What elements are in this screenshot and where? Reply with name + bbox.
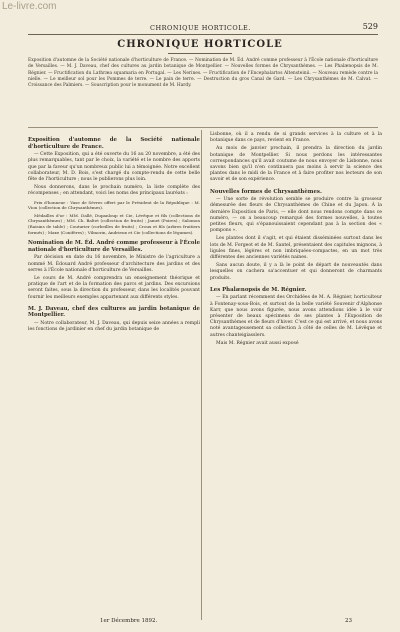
page-number: 529 xyxy=(362,22,378,31)
footer-date: 1er Décembre 1892. xyxy=(100,618,158,624)
paragraph: Le cours de M. André comprendra un enseignement théorique et pratique de l'art et de la formation des parcs et jardins. Des excursions seront faites, sous la direction du professeur, dans les localités pouvant fournir les meilleurs exemples appartenant aux différents styles. xyxy=(28,275,200,300)
article-title: CHRONIQUE HORTICOLE xyxy=(117,39,283,50)
paragraph: Lisbonne, où il a rendu de si grands services à la culture et à la botanique dans ce pays, revient en France. xyxy=(210,132,382,144)
paragraph: Au mois de janvier prochain, il prendra la direction du jardin botanique de Montpellier. Si nous perdons les intéressantes correspondances qu'il avait coutume de nous envoyer de Lisbonne, nous savons bien qu'il n'en continuera pas moins à servir la science des plantes dans le midi de la France et à faire profiter nos lecteurs de son savoir et de son expérience. xyxy=(210,146,382,183)
running-head: CHRONIQUE HORTICOLE. xyxy=(150,24,251,32)
award-paragraph: Prix d'honneur : Vase de Sèvres offert par le Président de la République : M. Vion (collection de Chrysanthèmes). xyxy=(28,199,200,211)
summary-separator xyxy=(28,127,378,128)
paragraph: — Cette Exposition, qui a été ouverte du 16 au 20 novembre, a été des plus remarquables, tant par le choix, la variété et le nombre des apports que par la faveur qu'un nombreux public lui a témoignée. Notre excellent collaborateur, M. D. Bois, s'est chargé du compte-rendu de cette belle fête de l'horticulture ; nous le publierons plus loin. xyxy=(28,152,200,182)
right-column xyxy=(210,132,382,349)
section-heading: Exposition d'automne de la Société nationale d'horticulture de France. xyxy=(28,137,200,150)
paragraph: — Notre collaborateur, M. J. Daveau, qui depuis seize années a rempli les fonctions de jardinier en chef du jardin botanique de xyxy=(28,320,200,333)
paragraph: Sans aucun doute, il y a là le point de départ de nouveautés dans lesquelles on cachera sa'accentuer et qui donneront de charmants produits. xyxy=(210,263,382,281)
paragraph: Mais M. Régnier avait aussi exposé xyxy=(216,340,299,346)
section-heading: Nomination de M. Éd. André comme professeur à l'École nationale d'horticulture de Versailles. xyxy=(28,240,200,253)
section-heading: Les Phalænopsis de M. Régnier. xyxy=(210,286,307,293)
article-summary: Exposition d'automne de la Société nationale d'horticulture de France. — Nomination de M. Éd. André comme professeur à l'École nationale d'horticulture de Versailles. — M. J. Daveau, chef des cultures au jardin botanique de Montpellier. — Nouvelles formes de Chrysanthèmes. — Les Phalænopsis de M. Régnier. — Fructification du Lathræa squamaria en Portugal. — Les Nerines. — Fructification de l'Encephalartos Altensteinii. — Nouveau remède contre la nielle. — Le meilleur sol pour les Pommes de terre. — Le pain de terre. — Destruction du gros Canal de Gard. — Les Chrysanthèmes de M. Calvat. — Croissance des Palmiers. — Souscription pour le monument de M. Hardy. xyxy=(28,58,378,89)
award-paragraph: Médailles d'or : MM. Dallé, Dupanloup et Cie, Lévêque et fils (collections de Chrysanthèmes) ; MM. Ch. Baltet (collection de fruits) ; Jamet (Poires) ; Salomon (Raisins de table) ; Couturier (corbeilles de fruits) ; Croux et fils (arbres fruitiers formés) ; Maxe (Conifères) ; Vilmorin, Andrieux et Cie (collections de légumes). xyxy=(28,212,200,235)
section-heading: Nouvelles formes de Chrysanthèmes. xyxy=(210,188,322,195)
paragraph: Les plantes dont il s'agit, et qui étaient disséminées surtout dans les lots de M. Forgeot et de M. Santel, présentaient des capitules mignons, à ligules fines, légères et non imbriquées-compactes, en un mot très différentes des anciennes variétés naines. xyxy=(210,236,382,261)
header-rule xyxy=(28,34,378,35)
footer-sheet-number: 23 xyxy=(345,618,352,624)
watermark: Le-livre.com xyxy=(2,1,57,12)
paragraph: — En parlant récemment des Orchidées de M. A. Régnier, horticulteur à Fontenay-sous-Bois, et surtout de la belle variété Souvenir d'Alphonse Karr, que nous avons figurée, nous avons attendions idée à le voir présenter de beaux spécimens de ses plantes à l'Exposition de Chrysanthèmes et de fleurs d'hiver. C'est ce qui est arrivé, et nous avons noté avantageusement sa collection à côté de celles de M. Lévêque et autres chanteigiasslers. xyxy=(210,295,382,338)
section-heading: M. J. Daveau, chef des cultures au jardin botanique de Montpellier. xyxy=(28,305,200,319)
left-column xyxy=(28,132,200,335)
title-rule xyxy=(168,53,232,54)
paragraph: — Une sorte de révolution semble se produire contre la grosseur démesurée des fleurs de Chrysanthèmes de Chine et du Japon. À la dernière Exposition de Paris, — elle dont nous rendons compte dans ce numéro, — on a beaucoup remarqué des formes nouvelles, à toutes petites fleurs, qui s'épanouissaient cependant pas à la section des « pompons ». xyxy=(210,197,382,234)
column-divider xyxy=(201,130,202,620)
paragraph: Nous donnerons, dans le prochain numéro, la liste complète des récompenses ; en attendant, voici les noms des principaux lauréats : xyxy=(28,185,200,197)
paragraph: Par décision en date du 16 novembre, le Ministre de l'agriculture a nommé M. Édouard André professeur d'architecture des jardins et des serres à l'École nationale d'horticulture de Versailles. xyxy=(28,255,200,273)
